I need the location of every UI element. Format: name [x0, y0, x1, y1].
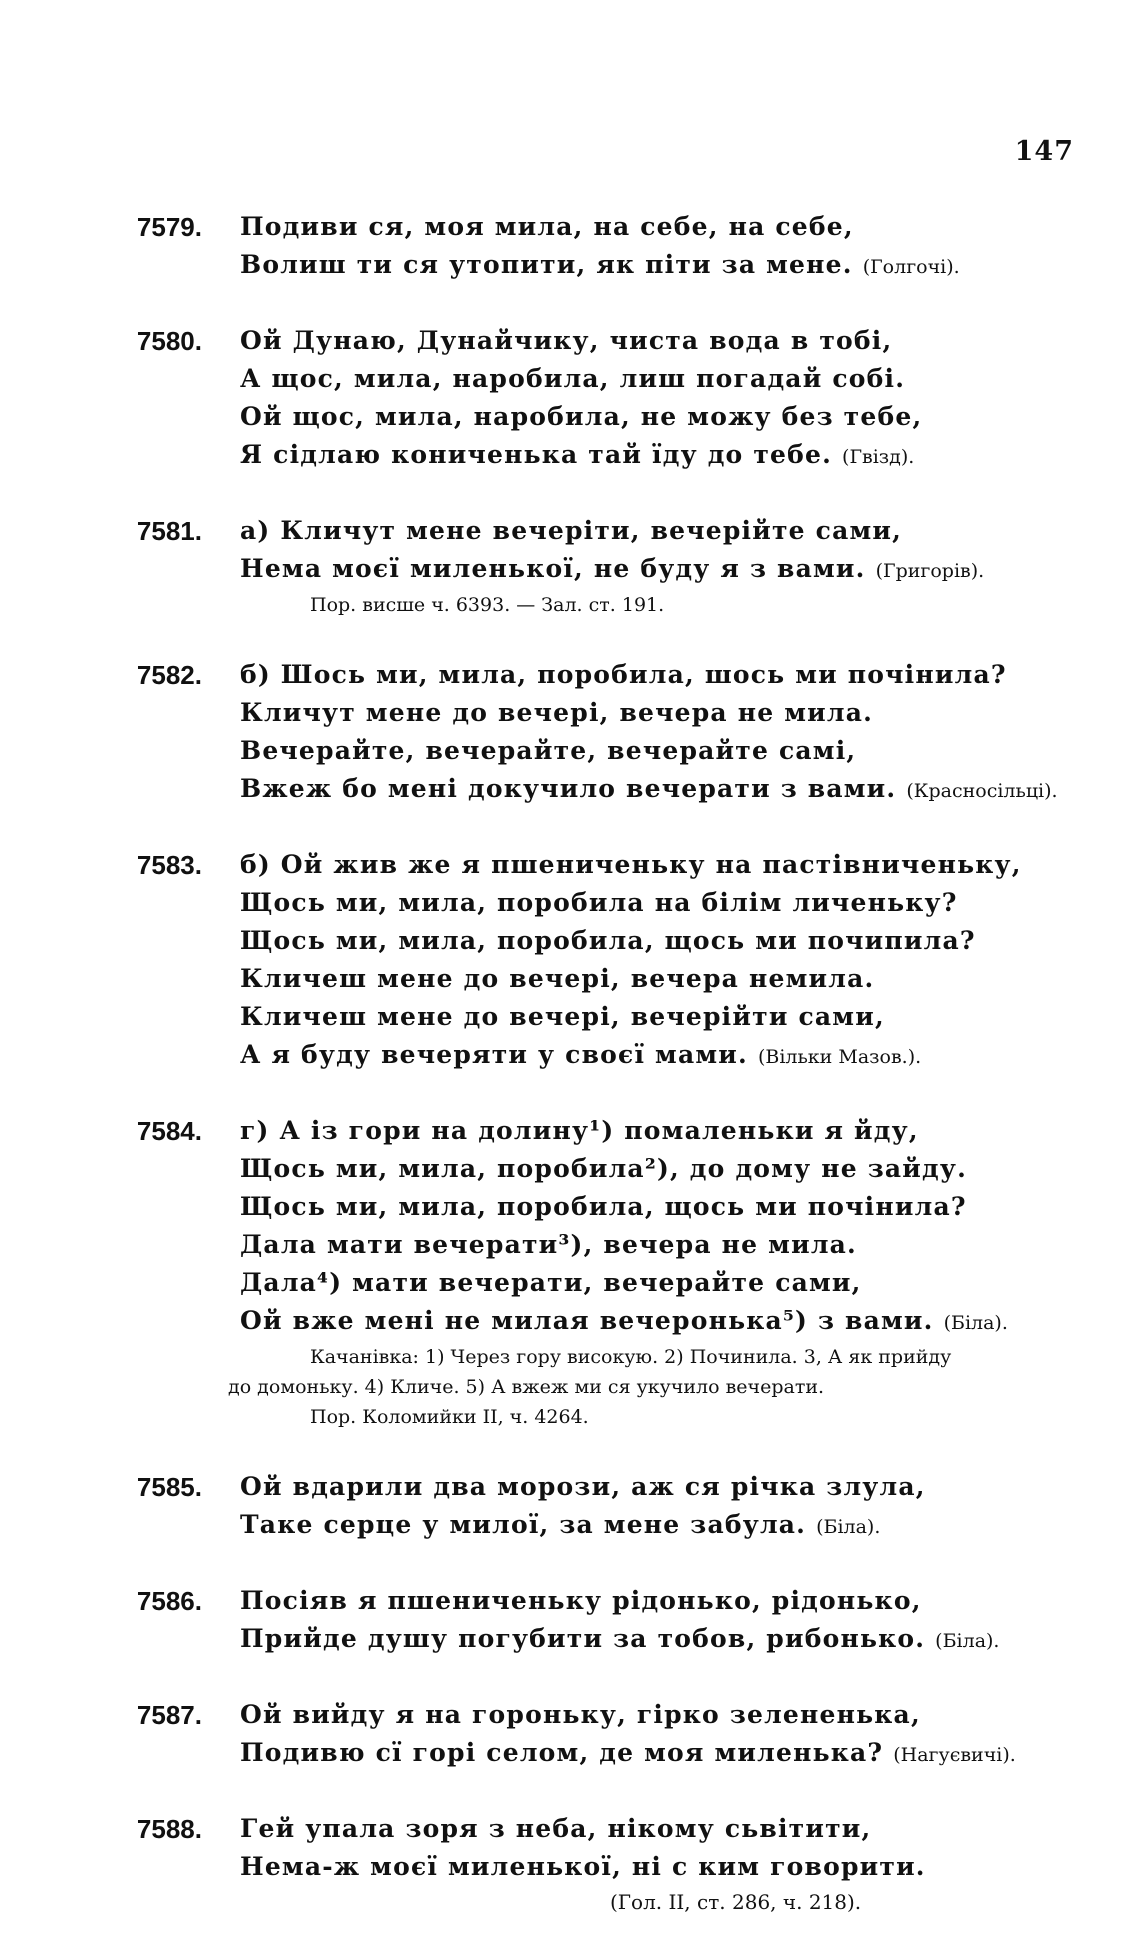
verse-line: Я сідлаю кониченька тай їду до тебе. — [240, 440, 833, 469]
song-entry — [0, 1112, 1140, 1432]
source-village: (Біла). — [816, 1516, 881, 1538]
source-village: (Гвізд). — [842, 446, 915, 468]
source-village: (Нагуєвичі). — [893, 1744, 1016, 1766]
verse-line: Ой вже мені не милая вечеронька⁵) з вами. — [240, 1306, 934, 1335]
entry-number: 7579. — [136, 212, 202, 242]
song-entry — [0, 512, 1140, 620]
song-entry — [0, 208, 1140, 286]
verse-line: Дала мати вечерати³), вечера не мила. — [240, 1230, 857, 1259]
verse-line: А я буду вечеряти у своєї мами. — [240, 1040, 748, 1069]
verse-line: Волиш ти ся утопити, як піти за мене. — [240, 250, 853, 279]
source-village: (Біла). — [935, 1630, 1000, 1652]
source-village: (Біла). — [943, 1312, 1008, 1334]
song-entry — [0, 1696, 1140, 1774]
verse-line: Ой щос, мила, наробила, не можу без тебе, — [240, 402, 923, 431]
song-entry — [0, 322, 1140, 476]
verse-line: Прийде душу погубити за тобов, рибонько. — [240, 1624, 926, 1653]
verse-line: Подиви ся, моя мила, на себе, на себе, — [240, 212, 854, 241]
verse-line: Ой вийду я на гороньку, гірко зелененька, — [240, 1700, 921, 1729]
verse-line: г) А із гори на долину¹) помаленьки я йду, — [240, 1116, 919, 1145]
entry-number: 7587. — [136, 1700, 202, 1730]
song-entry — [0, 1468, 1140, 1546]
entry-number: 7588. — [136, 1814, 202, 1844]
verse-line: Нема-ж моєї миленької, ні с ким говорити. — [240, 1852, 926, 1881]
song-entry — [0, 846, 1140, 1076]
verse-line: Вечерайте, вечерайте, вечерайте самі, — [240, 736, 857, 765]
entry-number: 7585. — [136, 1472, 202, 1502]
entry-number: 7586. — [136, 1586, 202, 1616]
entry-number: 7584. — [136, 1116, 202, 1146]
song-list — [0, 208, 1140, 1954]
source-reference: (Гол. II, ст. 286, ч. 218). — [610, 1890, 862, 1914]
entry-number: 7581. — [136, 516, 202, 546]
verse-line: Кличеш мене до вечері, вечера немила. — [240, 964, 875, 993]
verse-line: Ой вдарили два морози, аж ся річка злула, — [240, 1472, 926, 1501]
verse-line: Щось ми, мила, поробила²), до дому не зайду. — [240, 1154, 967, 1183]
source-village: (Вільки Мазов.). — [757, 1046, 922, 1068]
verse-line: б) Шось ми, мила, поробила, шось ми почінила? — [240, 660, 1007, 689]
source-village: (Григорів). — [875, 560, 985, 582]
verse-line: Ой Дунаю, Дунайчику, чиста вода в тобі, — [240, 326, 893, 355]
variant-note-continued: до домоньку. 4) Кличе. 5) А вжеж ми ся укучило вечерати. — [228, 1376, 825, 1398]
verse-line: Щось ми, мила, поробила на білім личеньку? — [240, 888, 958, 917]
verse-line: а) Кличут мене вечеріти, вечерійте сами, — [240, 516, 903, 545]
verse-line: Кличеш мене до вечері, вечерійти сами, — [240, 1002, 885, 1031]
verse-line: А щос, мила, наробила, лиш погадай собі. — [240, 364, 906, 393]
cross-reference-note: Пор. Коломийки II, ч. 4264. — [310, 1406, 589, 1428]
verse-line: Щось ми, мила, поробила, щось ми почипила? — [240, 926, 976, 955]
page-number: 147 — [1014, 136, 1074, 167]
verse-line: Нема моєї миленької, не буду я з вами. — [240, 554, 866, 583]
song-entry — [0, 1810, 1140, 1918]
verse-line: Кличут мене до вечері, вечера не мила. — [240, 698, 874, 727]
song-entry — [0, 1582, 1140, 1660]
source-village: (Голгочі). — [862, 256, 960, 278]
verse-line: Щось ми, мила, поробила, щось ми почінила? — [240, 1192, 967, 1221]
verse-line: Таке серце у милої, за мене забула. — [240, 1510, 807, 1539]
verse-line: Вжеж бо мені докучило вечерати з вами. — [240, 774, 897, 803]
verse-line: Гей упала зоря з неба, нікому сьвітити, — [240, 1814, 872, 1843]
variant-note: Качанівка: 1) Через гору високую. 2) Починила. 3, А як прийду — [310, 1346, 952, 1368]
verse-line: б) Ой жив же я пшениченьку на пастівниченьку, — [240, 850, 1022, 879]
verse-line: Дала⁴) мати вечерати, вечерайте сами, — [240, 1268, 862, 1297]
song-entry — [0, 656, 1140, 810]
cross-reference-note: Пор. висше ч. 6393. — Зал. ст. 191. — [310, 594, 665, 616]
verse-line: Подивю сї горі селом, де моя миленька? — [240, 1738, 884, 1767]
verse-line: Посіяв я пшениченьку рідонько, рідонько, — [240, 1586, 922, 1615]
entry-number: 7582. — [136, 660, 202, 690]
entry-number: 7583. — [136, 850, 202, 880]
source-village: (Красносільці). — [906, 780, 1058, 802]
entry-number: 7580. — [136, 326, 202, 356]
